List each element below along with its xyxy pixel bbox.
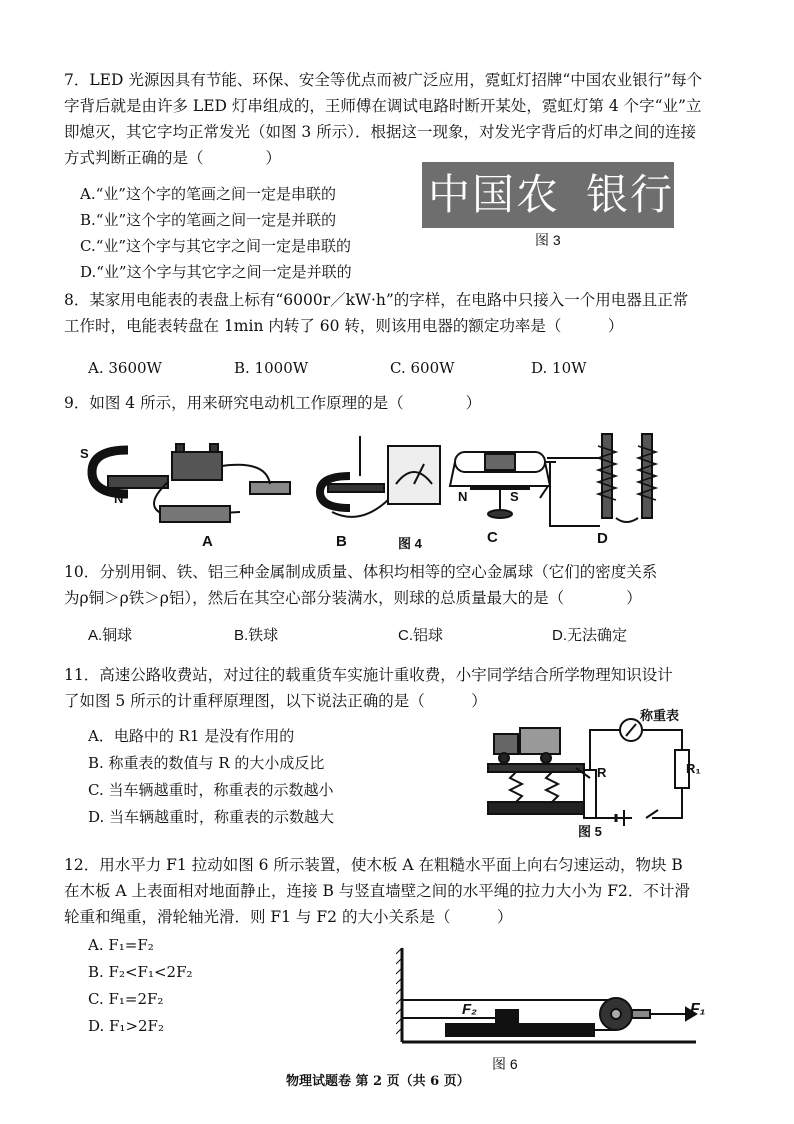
- page-footer: 物理试题卷 第 2 页（共 6 页）: [286, 1074, 470, 1089]
- q7-line3: 即熄灭，其它字均正常发光（如图 3 所示）．根据这一现象，对发光字背后的灯串之间的连接: [64, 123, 696, 141]
- q8-option-c: C. 600W: [390, 359, 455, 377]
- q10-option-b: B.铁球: [234, 627, 279, 644]
- q11-option-b: B. 称重表的数值与 R 的大小成反比: [88, 754, 325, 772]
- figure-4a-pole-n: N: [114, 491, 124, 506]
- q9-line1: 9．如图 4 所示，用来研究电动机工作原理的是（ ）: [64, 394, 482, 412]
- q12-line1: 12．用水平力 F1 拉动如图 6 所示装置，使木板 A 在粗糙水平面上向右匀速运动，物块 B: [64, 856, 683, 874]
- q10-line2: 为ρ铜＞ρ铁＞ρ铝），然后在其空心部分装满水，则球的总质量最大的是（ ）: [64, 589, 642, 607]
- sign-text-right: 银行: [586, 170, 675, 219]
- figure-4c-oersted-setup: [450, 452, 550, 518]
- q11-line2: 了如图 5 所示的计重秤原理图，以下说法正确的是（ ）: [64, 692, 487, 710]
- sign-text-left: 中国农: [428, 170, 561, 219]
- q12-option-d: D. F₁>2F₂: [88, 1017, 164, 1035]
- q11-option-c: C. 当车辆越重时，称重表的示数越小: [88, 781, 334, 799]
- q12-line2: 在木板 A 上表面相对地面静止，连接 B 与竖直墙壁之间的水平绳的拉力大小为 F2．不计滑: [64, 882, 690, 900]
- figure-4a-motor-setup: [92, 444, 290, 522]
- q7-option-b: B.“业”这个字的笔画之间一定是并联的: [80, 211, 337, 229]
- q12-option-b: B. F₂<F₁<2F₂: [88, 963, 193, 981]
- figure-6-pulley-setup: [396, 944, 716, 1048]
- q11-option-d: D. 当车辆越重时，称重表的示数越大: [88, 808, 335, 826]
- figure-4c-pole-s: S: [510, 489, 519, 504]
- figure-4a-pole-s: S: [80, 446, 89, 461]
- figure-4c-pole-n: N: [458, 489, 468, 504]
- figure-4: [70, 426, 670, 550]
- figure-4-label-c: C: [487, 529, 498, 546]
- q12-line3: 轮重和绳重，滑轮轴光滑．则 F1 与 F2 的大小关系是（ ）: [64, 908, 513, 926]
- figure-5-meter-label: 称重表: [640, 708, 680, 723]
- q8-option-b: B. 1000W: [234, 359, 309, 377]
- q8-line2: 工作时，电能表转盘在 1min 内转了 60 转，则该用电器的额定功率是（ ）: [64, 317, 624, 335]
- figure-6-f2-label: F₂: [462, 1001, 477, 1018]
- figure-4-caption: 图 4: [398, 536, 422, 551]
- q7-line2: 字背后就是由许多 LED 灯串组成的，王师傅在调试电路时断开某处，霓虹灯第 4 个字“业”立: [64, 97, 702, 115]
- q7-option-a: A.“业”这个字的笔画之间一定是串联的: [80, 185, 336, 203]
- q8-option-a: A. 3600W: [88, 359, 162, 377]
- figure-6-f1-label: F₁: [690, 1001, 706, 1018]
- q10-option-d: D.无法确定: [552, 627, 628, 644]
- figure-4d-electromagnet-setup: [540, 434, 656, 526]
- figure-3-caption: 图 3: [535, 232, 561, 248]
- q7-line4: 方式判断正确的是（ ）: [64, 149, 282, 167]
- figure-5-caption: 图 5: [578, 824, 602, 839]
- figure-4-label-d: D: [597, 530, 608, 547]
- figure-6-caption: 图 6: [492, 1056, 518, 1072]
- figure-4-label-b: B: [336, 533, 347, 550]
- figure-4b-generator-setup: [320, 436, 440, 517]
- q10-line1: 10．分别用铜、铁、铝三种金属制成质量、体积均相等的空心金属球（它们的密度关系: [64, 563, 658, 581]
- q8-option-d: D. 10W: [531, 359, 587, 377]
- q11-line1: 11．高速公路收费站，对过往的载重货车实施计重收费，小宇同学结合所学物理知识设计: [64, 666, 673, 684]
- q12-option-a: A. F₁=F₂: [88, 936, 154, 954]
- figure-3-sign: [422, 162, 674, 228]
- q10-option-c: C.铝球: [398, 627, 444, 644]
- q7-line1: 7．LED 光源因具有节能、环保、安全等优点而被广泛应用，霓虹灯招牌“中国农业银行”每个: [64, 71, 703, 89]
- q8-line1: 8．某家用电能表的表盘上标有“6000r／kW·h”的字样，在电路中只接入一个用电器且正常: [64, 291, 689, 309]
- q12-option-c: C. F₁=2F₂: [88, 990, 164, 1008]
- figure-5-r1-label: R₁: [686, 761, 701, 776]
- q7-option-c: C.“业”这个字与其它字之间一定是串联的: [80, 237, 352, 255]
- figure-4-label-a: A: [202, 533, 213, 550]
- figure-5-r-label: R: [597, 765, 607, 780]
- q7-option-d: D.“业”这个字与其它字之间一定是并联的: [80, 263, 352, 281]
- q10-option-a: A.铜球: [88, 627, 133, 644]
- q11-option-a: A．电路中的 R1 是没有作用的: [88, 727, 295, 745]
